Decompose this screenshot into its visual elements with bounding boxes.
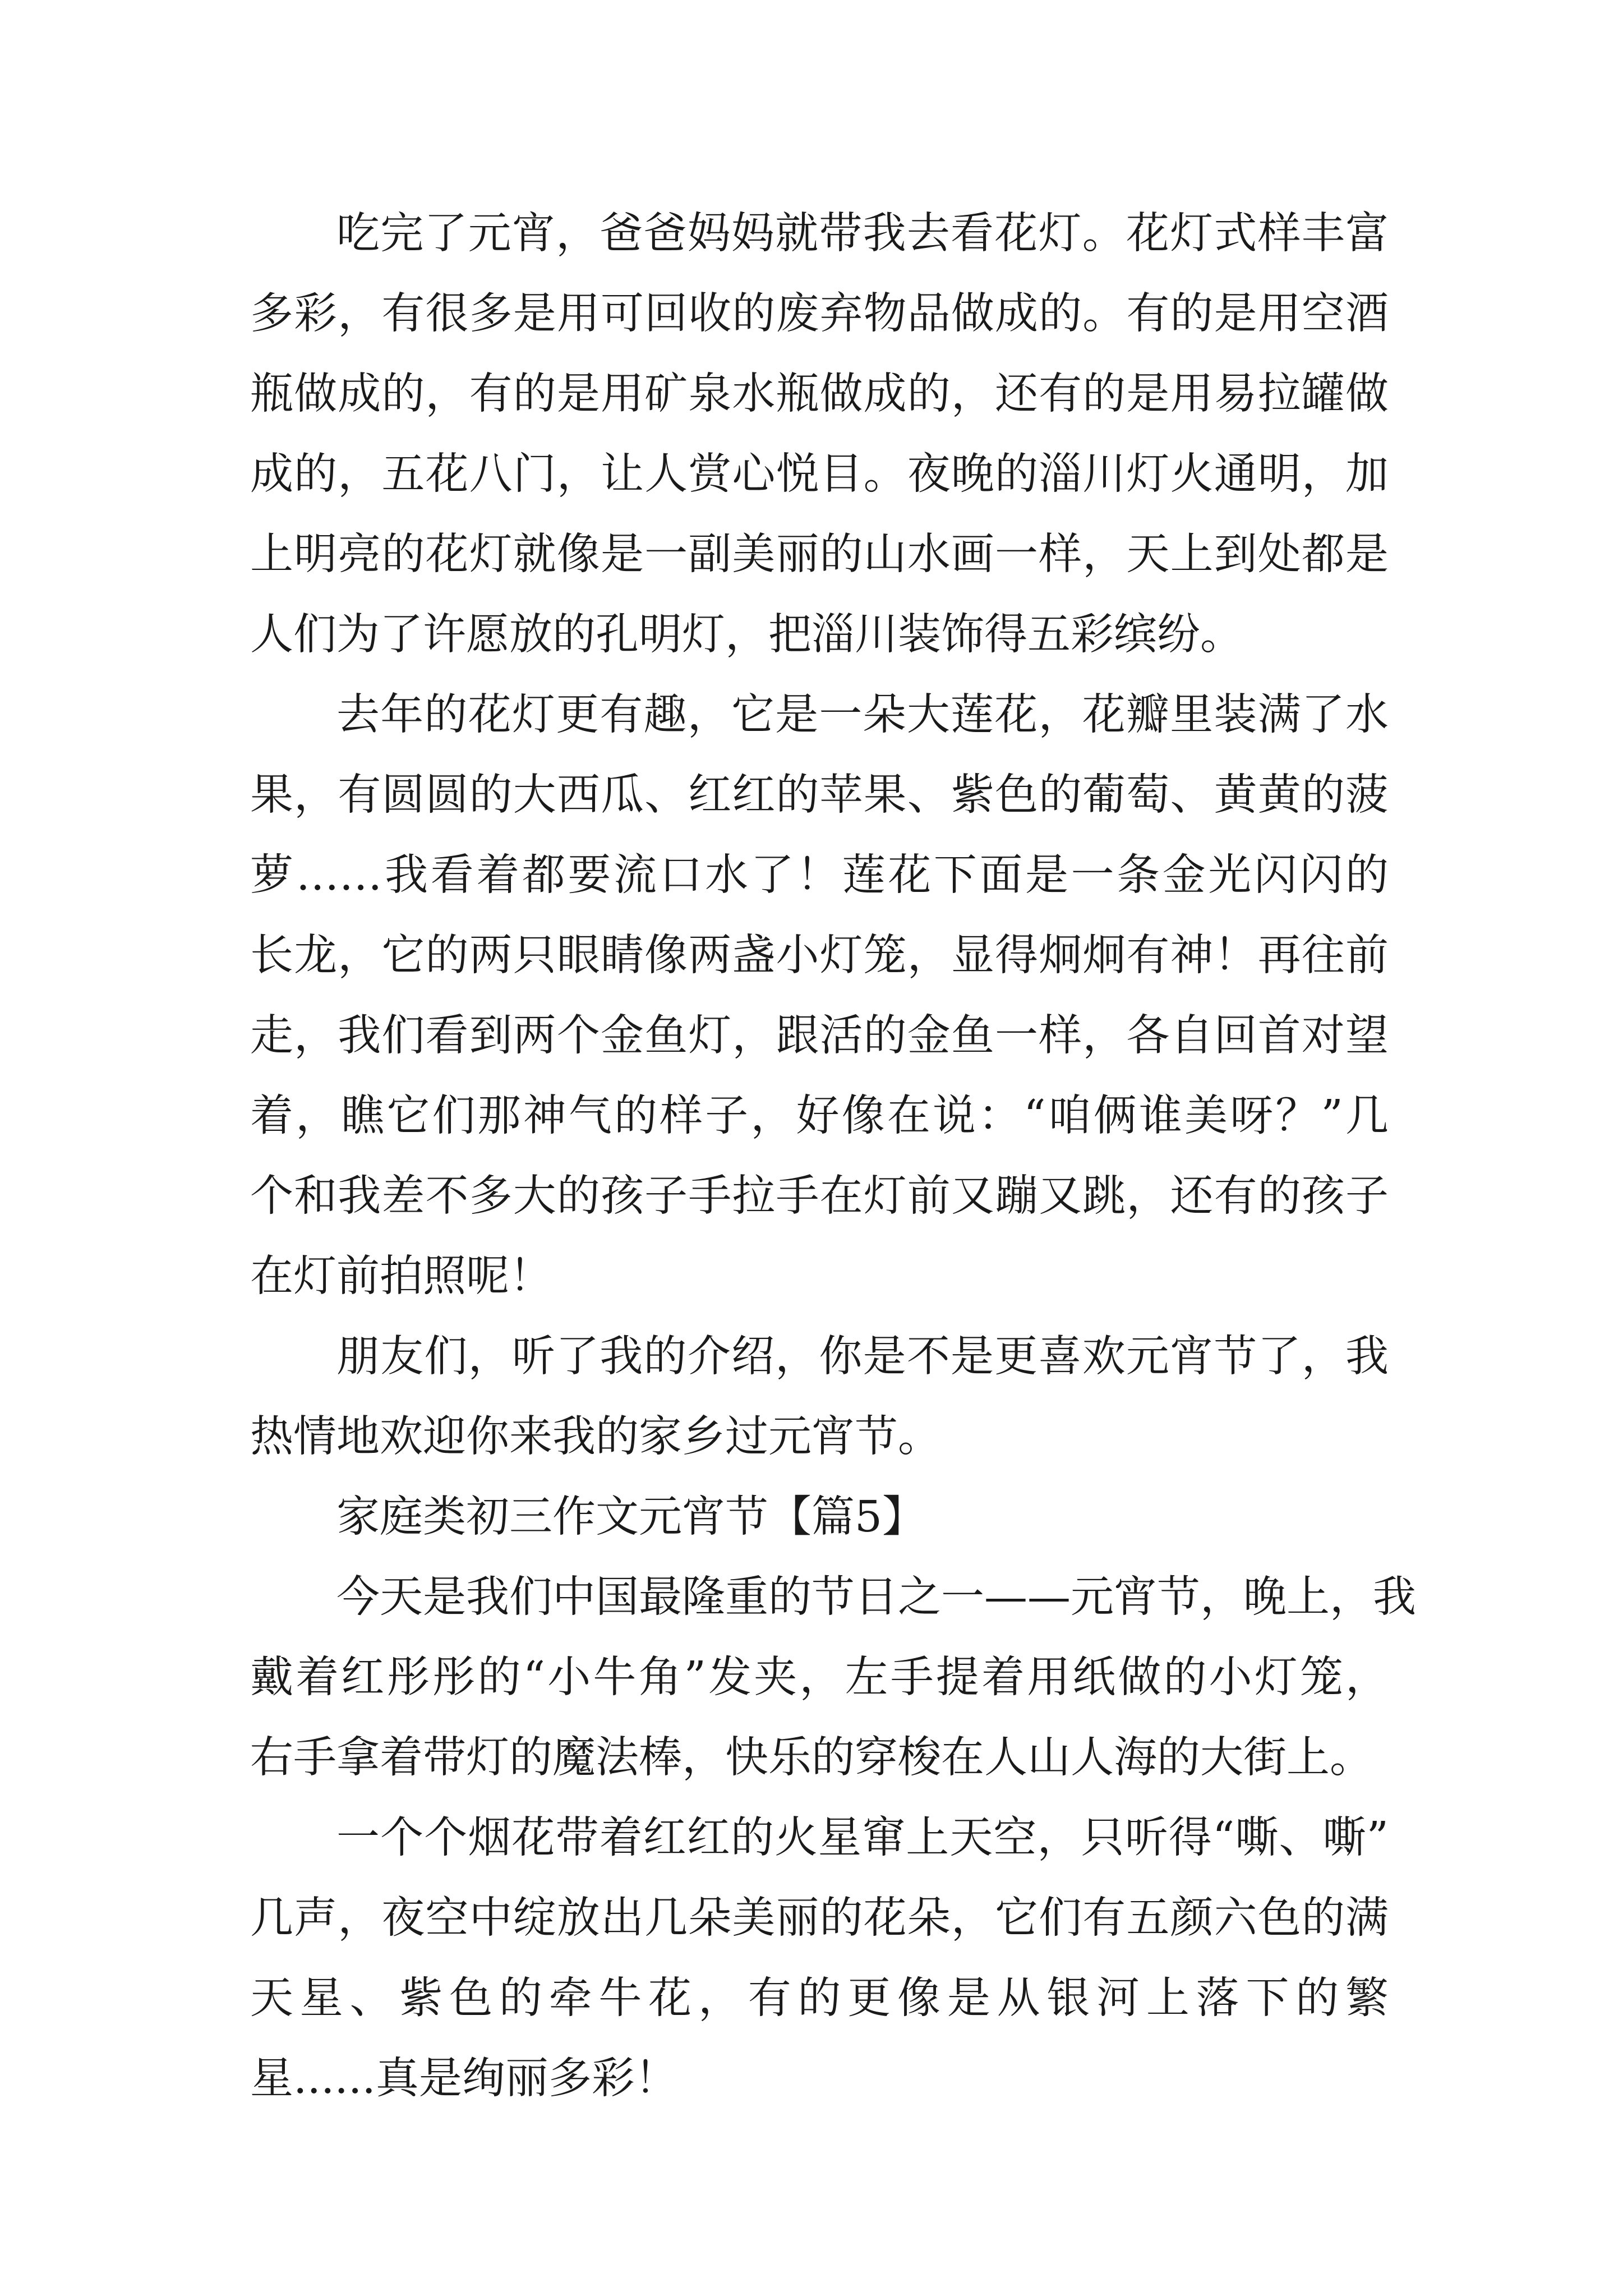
text-line: 热情地欢迎你来我的家乡过元宵节。 [250, 1412, 941, 1462]
text-line: 朋友们，听了我的介绍，你是不是更喜欢元宵节了，我 [336, 1332, 1389, 1382]
text-line: 成的，五花八门，让人赏心悦目。夜晚的淄川灯火通明，加 [250, 449, 1389, 499]
text-line: 上明亮的花灯就像是一副美丽的山水画一样，天上到处都是 [250, 530, 1389, 579]
text-line: 吃完了元宵，爸爸妈妈就带我去看花灯。花灯式样丰富 [336, 209, 1389, 259]
text-line: 几声，夜空中绽放出几朵美丽的花朵，它们有五颜六色的满 [250, 1893, 1389, 1943]
text-line: 个和我差不多大的孩子手拉手在灯前又蹦又跳，还有的孩子 [250, 1171, 1389, 1221]
text-line: 天星、紫色的牵牛花，有的更像是从银河上落下的繁 [250, 1973, 1389, 2023]
document-body [250, 194, 1416, 2119]
text-line: 萝……我看着都要流口水了！莲花下面是一条金光闪闪的 [250, 850, 1389, 900]
text-line: 着，瞧它们那神气的样子，好像在说：“咱俩谁美呀？”几 [250, 1091, 1389, 1141]
text-line: 长龙，它的两只眼睛像两盏小灯笼，显得炯炯有神！再往前 [250, 931, 1389, 981]
text-line: 去年的花灯更有趣，它是一朵大莲花，花瓣里装满了水 [336, 690, 1389, 740]
section-heading: 家庭类初三作文元宵节【篇5】 [336, 1492, 925, 1542]
text-line: 走，我们看到两个金鱼灯，跟活的金鱼一样，各自回首对望 [250, 1011, 1389, 1061]
text-line: 今天是我们中国最隆重的节日之一——元宵节，晚上，我 [336, 1572, 1416, 1622]
text-line: 戴着红彤彤的“小牛角”发夹，左手提着用纸做的小灯笼， [250, 1653, 1389, 1703]
text-line: 在灯前拍照呢！ [250, 1251, 552, 1301]
text-line: 果，有圆圆的大西瓜、红红的苹果、紫色的葡萄、黄黄的菠 [250, 770, 1389, 820]
text-line: 瓶做成的，有的是用矿泉水瓶做成的，还有的是用易拉罐做 [250, 369, 1389, 419]
text-line: 右手拿着带灯的魔法棒，快乐的穿梭在人山人海的大街上。 [250, 1733, 1373, 1783]
text-line: 多彩，有很多是用可回收的废弃物品做成的。有的是用空酒 [250, 289, 1389, 339]
text-line: 一个个烟花带着红红的火星窜上天空，只听得“嘶、嘶” [336, 1813, 1389, 1863]
text-line: 星......真是绚丽多彩！ [250, 2054, 678, 2104]
text-line: 人们为了许愿放的孔明灯，把淄川装饰得五彩缤纷。 [250, 610, 1243, 660]
